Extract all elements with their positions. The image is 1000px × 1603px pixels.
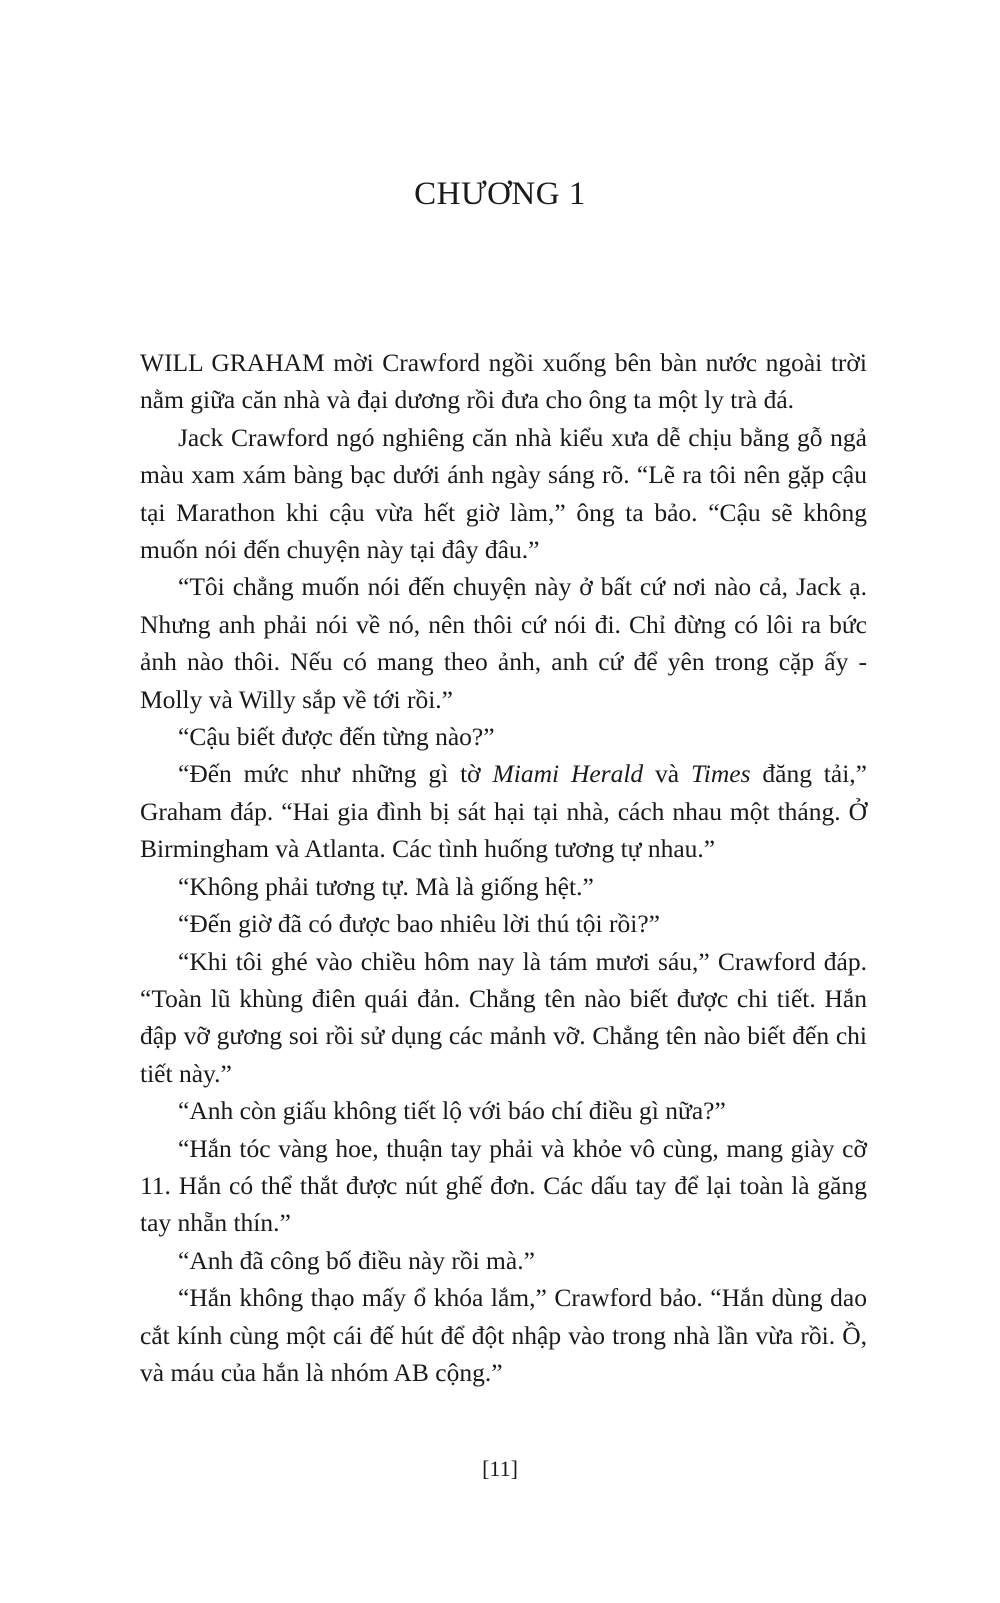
paragraph-5 bbox=[140, 755, 867, 867]
chapter-title: CHƯƠNG 1 bbox=[414, 176, 586, 212]
paragraph-9: “Anh còn giấu không tiết lộ với báo chí điều gì nữa?” bbox=[178, 1096, 726, 1126]
paragraph-6: “Không phải tương tự. Mà là giống hệt.” bbox=[178, 871, 594, 901]
paragraph-11: “Anh đã công bố điều này rồi mà.” bbox=[178, 1245, 535, 1275]
paragraph-2: Jack Crawford ngó nghiêng căn nhà kiểu xưa dễ chịu bằng gỗ ngả màu xam xám bàng bạc dưới ánh ngày sáng rõ. “Lẽ ra tôi nên gặp cậu tại Marathon khi cậu vừa hết giờ làm,” ông ta bảo. “Cậu sẽ không muốn nói đến chuyện này tại đây đâu.” bbox=[140, 422, 867, 565]
paragraph-7: “Đến giờ đã có được bao nhiêu lời thú tội rồi?” bbox=[178, 909, 660, 939]
paragraph-5-pre: “Đến mức như những gì tờ bbox=[178, 759, 493, 789]
newspaper-miami-herald: Miami Herald bbox=[492, 759, 644, 789]
paragraph-3: “Tôi chẳng muốn nói đến chuyện này ở bất cứ nơi nào cả, Jack ạ. Nhưng anh phải nói về nó, nên thôi cứ nói đi. Chỉ đừng có lôi ra bức ảnh nào thôi. Nếu có mang theo ảnh, anh cứ để yên trong cặp ấy - Molly và Willy sắp về tới rồi.” bbox=[140, 572, 867, 714]
body-text bbox=[140, 344, 867, 1391]
paragraph-5-post: đăng tải,” Graham đáp. “Hai gia đình bị sát hại tại nhà, cách nhau một tháng. Ở Birmingham và Atlanta. Các tình huống tương tự nhau.” bbox=[140, 759, 867, 864]
paragraph-5-mid: và bbox=[643, 759, 691, 789]
paragraph-4: “Cậu biết được đến từng nào?” bbox=[178, 722, 495, 752]
page-number: [11] bbox=[482, 1456, 518, 1481]
paragraph-12: “Hắn không thạo mấy ổ khóa lắm,” Crawford bảo. “Hắn dùng dao cắt kính cùng một cái đế hút để đột nhập vào trong nhà lần vừa rồi. Ồ, và máu của hắn là nhóm AB cộng.” bbox=[140, 1283, 867, 1387]
paragraph-1: WILL GRAHAM mời Crawford ngồi xuống bên bàn nước ngoài trời nằm giữa căn nhà và đại dương rồi đưa cho ông ta một ly trà đá. bbox=[140, 348, 867, 415]
newspaper-times: Times bbox=[690, 759, 751, 789]
paragraph-10: “Hắn tóc vàng hoe, thuận tay phải và khỏe vô cùng, mang giày cỡ 11. Hắn có thể thắt được nút ghế đơn. Các dấu tay để lại toàn là găng tay nhẵn thín.” bbox=[140, 1133, 867, 1238]
paragraph-8: “Khi tôi ghé vào chiều hôm nay là tám mươi sáu,” Crawford đáp. “Toàn lũ khùng điên quái đản. Chẳng tên nào biết được chi tiết. Hắn đập vỡ gương soi rồi sử dụng các mảnh vỡ. Chẳng tên nào biết đến chi tiết này.” bbox=[140, 946, 867, 1088]
